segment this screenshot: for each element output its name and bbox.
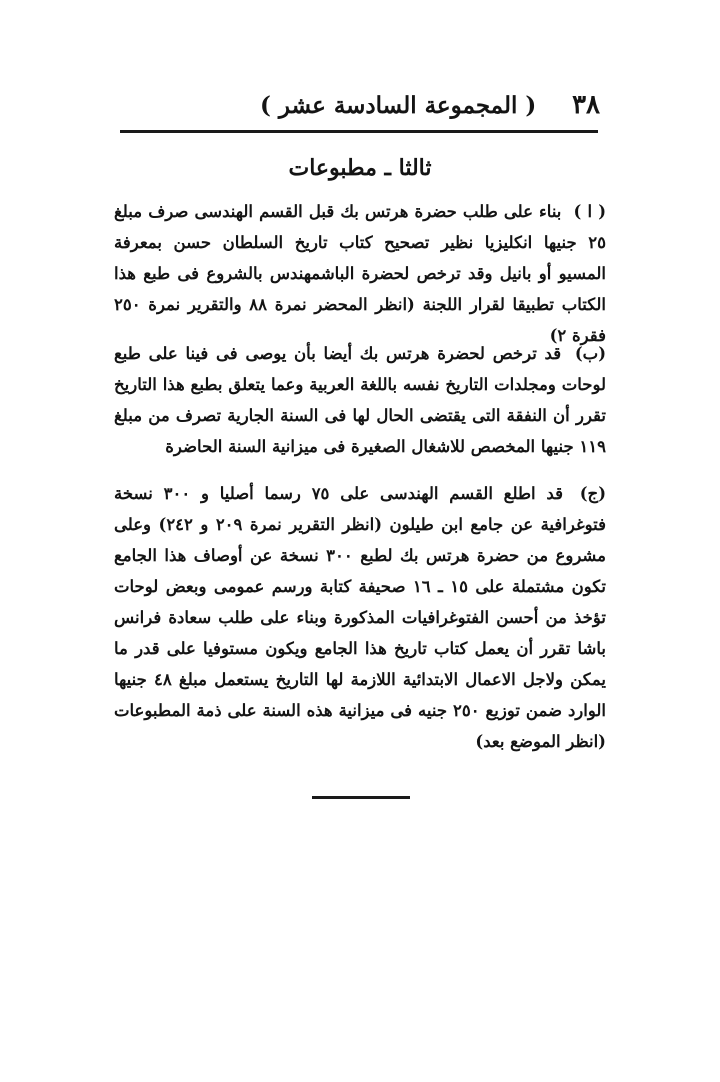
paragraph-b-marker: (ب) [574,344,607,363]
end-divider [312,796,410,799]
page-number: ٣٨ [572,90,600,120]
paragraph-c-text: قد اطلع القسم الهندسى على ٧٥ رسما أصليا و ٣٠٠ نسخة فتوغرافية عن جامع ابن طيلون (انظر التقرير نمرة ٢٠٩ و ٢٤٢) وعلى مشروع من حضرة هرتس بك لطبع ٣٠٠ نسخة عن أوصاف هذا الجامع تكون مشتملة على ١٥ ـ ١٦ صحيفة كتابة ورسم عمومى وبعض لوحات تؤخذ من أحسن الفتوغرافيات المذكورة وبناء على طلب سعادة فرانس باشا تقرر أن يعمل كتاب تاريخ هذا الجامع ويكون مستوفيا على قدر ما يمكن ولاجل الاعمال الابتدائية اللازمة لها التاريخ يستعمل مبلغ ٤٨ جنيها الوارد ضمن توزيع ٢٥٠ جنيه فى ميزانية هذه السنة على ذمة المطبوعات (انظر الموضع بعد) [114,484,606,751]
header-divider [120,130,598,133]
page-header [120,88,600,132]
paragraph-a-marker: ( ا ) [573,202,606,221]
section-title: ثالثا ـ مطبوعات [288,155,432,181]
paragraph-b-text: قد ترخص لحضرة هرتس بك أيضا بأن يوصى فى فينا على طبع لوحات ومجلدات التاريخ نفسه باللغة العربية وعما يتعلق بطبع هذا التاريخ تقرر أن النفقة التى يقتضى الحال لها فى السنة الجارية تصرف من مبلغ ١١٩ جنيها المخصص للاشغال الصغيرة فى ميزانية السنة الحاضرة [114,344,606,456]
paragraph-a-text: بناء على طلب حضرة هرتس بك قبل القسم الهندسى صرف مبلغ ٢٥ جنيها انكليزيا نظير تصحيح كتاب تاريخ السلطان حسن بمعرفة المسيو أو بانيل وقد ترخص لحضرة الباشمهندس بالشروع فى طبع هذا الكتاب تطبيقا لقرار اللجنة (انظر المحضر نمرة ٨٨ والتقرير نمرة ٢٥٠ فقرة ٢) [114,202,606,345]
paragraph-c-marker: (ج) [579,484,607,503]
running-title: ( المجموعة السادسة عشر ) [260,92,537,119]
paragraph-b [114,338,606,462]
paragraph-a [114,196,606,351]
paragraph-c [114,478,606,757]
